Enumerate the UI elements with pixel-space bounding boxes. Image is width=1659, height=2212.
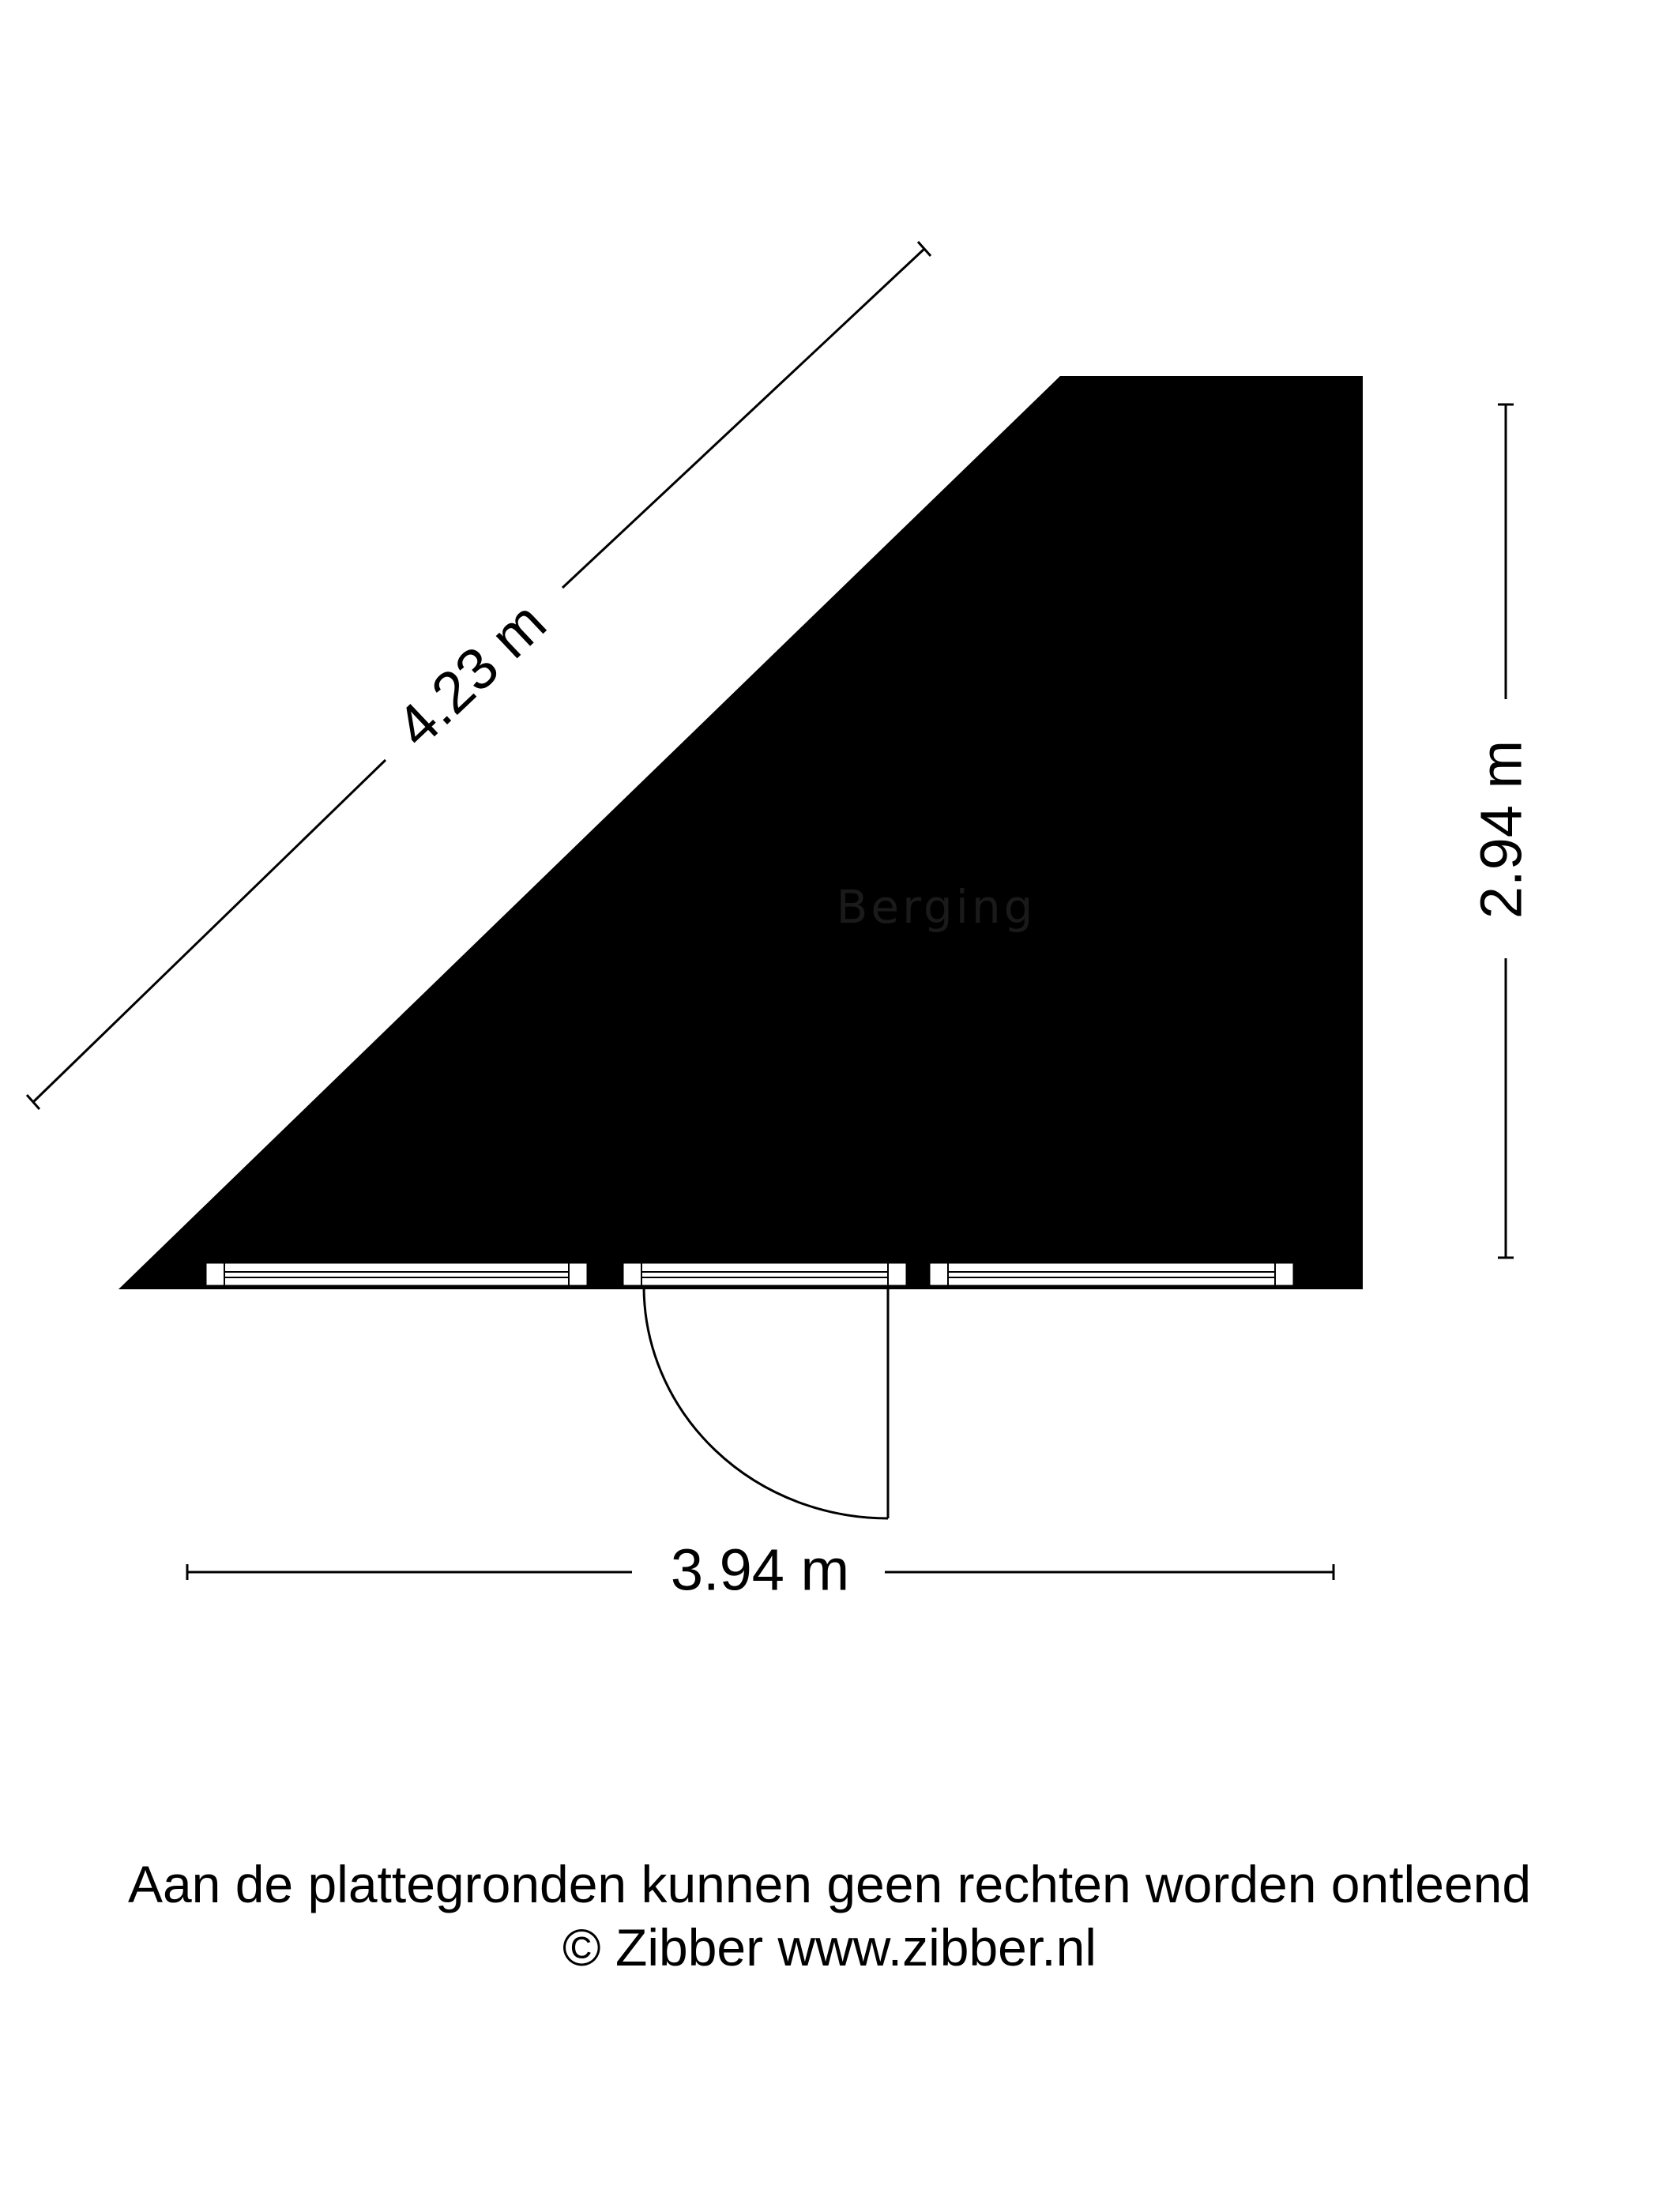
dimension-height-label: 2.94 m (1468, 739, 1534, 920)
room-label: Berging (836, 880, 1036, 934)
dimension-diagonal-label: 4.23 m (383, 589, 559, 760)
wall-structure (118, 376, 1363, 1289)
wall-right (1335, 376, 1363, 1289)
disclaimer-text: Aan de plattegronden kunnen geen rechten worden ontleend (127, 1855, 1532, 1913)
bottom-wall-glazing (158, 1259, 1363, 1289)
wall-top (1060, 376, 1363, 404)
copyright-link[interactable]: © Zibber www.zibber.nl (562, 1918, 1097, 1977)
dimension-width (187, 1537, 1334, 1603)
dimension-height (1469, 404, 1534, 1258)
dimension-width-label: 3.94 m (670, 1537, 850, 1603)
door-swing (644, 1286, 888, 1518)
